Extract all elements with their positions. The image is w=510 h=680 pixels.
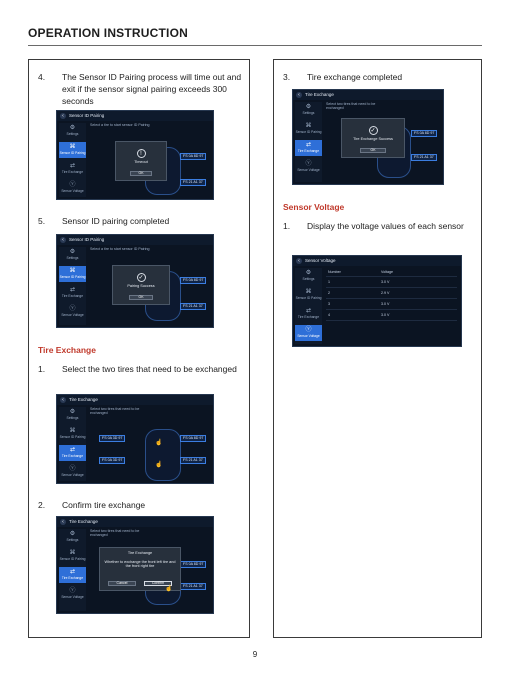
- sidebar-item-pairing[interactable]: [59, 426, 86, 442]
- screenshot-pairing-timeout: [56, 110, 214, 200]
- row-voltage: 3.0 V: [381, 302, 390, 306]
- row-number: 4: [328, 313, 330, 317]
- check-icon: ✓: [370, 128, 376, 134]
- sidebar-label: Settings: [66, 538, 79, 542]
- dialog-message: Pairing Success: [127, 284, 155, 288]
- row-number: 1: [328, 280, 330, 284]
- tap-hand-icon: ☝: [155, 462, 163, 468]
- sensor-icon: ⌘: [69, 550, 76, 556]
- row-voltage: 2.9 V: [381, 291, 390, 295]
- sidebar-item-voltage[interactable]: [295, 159, 322, 175]
- back-icon[interactable]: ‹: [296, 92, 302, 98]
- tire-exchange-step-3: [283, 71, 476, 83]
- page-title: OPERATION INSTRUCTION: [28, 26, 188, 40]
- sidebar-item-exchange[interactable]: [295, 306, 322, 322]
- exchange-icon: ⇄: [69, 287, 76, 293]
- screen-title: Sensor ID Pairing: [69, 237, 105, 242]
- sidebar-item-voltage[interactable]: [59, 586, 86, 602]
- sidebar-label: Tire Exchange: [61, 170, 84, 174]
- gear-icon: ⚙: [69, 409, 76, 415]
- step-text: Sensor ID pairing completed: [62, 216, 170, 226]
- row-number: 3: [328, 302, 330, 306]
- screen-hint: Select two tires that need to be exchanged: [90, 529, 140, 538]
- screen-sidebar: [59, 529, 86, 611]
- back-icon[interactable]: ‹: [60, 237, 66, 243]
- tire-exchange-step-1: [38, 363, 244, 375]
- sidebar-label: Tire Exchange: [61, 294, 84, 298]
- screen-sidebar: [59, 123, 86, 197]
- voltage-icon: ⓥ: [69, 306, 76, 312]
- step-5: [38, 215, 244, 227]
- screen-title: Sensor Voltage: [305, 258, 336, 263]
- screen-hint: Select a tire to start sensor ID Pairing: [90, 247, 150, 251]
- tire-tag-rear-right[interactable]: FS 21 A1 37: [180, 179, 206, 186]
- step-text: Select the two tires that need to be exchanged: [62, 364, 237, 374]
- sidebar-label: Tire Exchange: [297, 149, 320, 153]
- sidebar-label: Sensor ID Pairing: [59, 151, 86, 155]
- sidebar-item-exchange[interactable]: [59, 445, 86, 461]
- voltage-table: [326, 269, 457, 321]
- check-icon: ✓: [138, 275, 144, 281]
- step-number: 3.: [283, 72, 291, 82]
- sidebar-label: Sensor Voltage: [297, 168, 320, 172]
- sidebar-label: Sensor Voltage: [61, 313, 84, 317]
- ok-button[interactable]: OK: [129, 295, 153, 300]
- tire-tag-rear-right[interactable]: FS 21 A1 37: [180, 583, 206, 590]
- title-divider: [28, 45, 482, 46]
- dialog-message: Whether to exchange the front left tire and the front right tire: [104, 559, 176, 568]
- sidebar-item-pairing[interactable]: [295, 287, 322, 303]
- alert-icon: !: [137, 149, 146, 158]
- screen-hint: Select two tires that need to be exchanged: [90, 407, 140, 416]
- sidebar-item-settings[interactable]: [59, 407, 86, 423]
- tire-tag-rear-right[interactable]: FS 21 A1 37: [180, 457, 206, 464]
- back-icon[interactable]: ‹: [296, 258, 302, 264]
- car-outline: [145, 429, 181, 481]
- tire-tag-rear-right[interactable]: FS 21 A1 37: [180, 303, 206, 310]
- exchange-success-dialog: [341, 118, 405, 158]
- column-header-number: Number: [328, 270, 341, 274]
- sidebar-item-pairing[interactable]: [59, 142, 86, 158]
- back-icon[interactable]: ‹: [60, 113, 66, 119]
- sidebar-label: Tire Exchange: [61, 454, 84, 458]
- sidebar-item-settings[interactable]: [295, 102, 322, 118]
- table-header: [326, 269, 457, 277]
- tap-hand-icon: ☝: [165, 586, 173, 592]
- tire-tag-front-left[interactable]: FS 0A 3D 97: [99, 435, 125, 442]
- sidebar-item-pairing[interactable]: [295, 121, 322, 137]
- sidebar-item-exchange[interactable]: [59, 161, 86, 177]
- table-row: [326, 310, 457, 321]
- step-number: 1.: [283, 221, 291, 231]
- tire-tag-front-right[interactable]: FS 0A 8D 97: [180, 435, 206, 442]
- timeout-dialog: [115, 141, 167, 181]
- step-text: Tire exchange completed: [307, 72, 403, 82]
- table-row: [326, 288, 457, 299]
- screen-sidebar: [295, 102, 322, 182]
- sensor-voltage-step-1: [283, 220, 476, 232]
- sidebar-label: Settings: [66, 256, 79, 260]
- screen-title: Sensor ID Pairing: [69, 113, 105, 118]
- tire-tag-rear-left[interactable]: FS 0A 3D 97: [99, 457, 125, 464]
- tire-tag-front-right[interactable]: FS 0A 8D 97: [180, 277, 206, 284]
- sidebar-item-settings[interactable]: [295, 268, 322, 284]
- screen-hint: Select two tires that need to be exchanged: [326, 102, 376, 111]
- screen-hint: Select a tire to start sensor ID Pairing: [90, 123, 150, 127]
- screen-title: Tire Exchange: [305, 92, 334, 97]
- step-text: The Sensor ID Pairing process will time out and exit if the sensor signal pairing exceeds 300 seconds: [62, 72, 242, 106]
- sidebar-label: Sensor Voltage: [297, 334, 320, 338]
- exchange-icon: ⇄: [69, 569, 76, 575]
- sidebar-label: Tire Exchange: [297, 315, 320, 319]
- column-header-voltage: Voltage: [381, 270, 393, 274]
- gear-icon: ⚙: [69, 531, 76, 537]
- success-dialog: [112, 265, 170, 305]
- screen-title: Tire Exchange: [69, 397, 98, 402]
- dialog-message: Timeout: [134, 160, 148, 164]
- exchange-icon: ⇄: [69, 447, 76, 453]
- back-icon[interactable]: ‹: [60, 519, 66, 525]
- sensor-icon: ⌘: [69, 144, 76, 150]
- sidebar-item-pairing[interactable]: [59, 266, 86, 282]
- step-number: 4.: [38, 72, 46, 82]
- sensor-icon: ⌘: [69, 428, 76, 434]
- step-text: Confirm tire exchange: [62, 500, 146, 510]
- section-heading-sensor-voltage: Sensor Voltage: [283, 202, 345, 212]
- ok-button[interactable]: OK: [360, 148, 386, 153]
- screen-title: Tire Exchange: [69, 519, 98, 524]
- voltage-icon: ⓥ: [69, 588, 76, 594]
- sidebar-label: Sensor ID Pairing: [295, 296, 322, 300]
- sidebar-label: Tire Exchange: [61, 576, 84, 580]
- step-number: 1.: [38, 364, 46, 374]
- row-number: 2: [328, 291, 330, 295]
- cancel-button[interactable]: Cancel: [108, 581, 136, 586]
- gear-icon: ⚙: [305, 270, 312, 276]
- sensor-icon: ⌘: [69, 268, 76, 274]
- screenshot-exchange-done: [292, 89, 444, 185]
- sidebar-item-exchange[interactable]: [295, 140, 322, 156]
- sidebar-label: Sensor Voltage: [61, 473, 84, 477]
- tire-tag-front-right[interactable]: FS 0A 8D 97: [180, 561, 206, 568]
- exchange-icon: ⇄: [305, 142, 312, 148]
- sidebar-item-voltage[interactable]: [59, 304, 86, 320]
- tire-tag-front-right[interactable]: FS 0A 8D 97: [180, 153, 206, 160]
- confirm-button[interactable]: Confirm: [144, 581, 172, 586]
- voltage-icon: ⓥ: [69, 182, 76, 188]
- sidebar-label: Sensor ID Pairing: [59, 275, 86, 279]
- sidebar-label: Sensor Voltage: [61, 189, 84, 193]
- step-text: Display the voltage values of each sensor: [307, 221, 464, 231]
- voltage-icon: ⓥ: [305, 161, 312, 167]
- sidebar-item-voltage[interactable]: [59, 180, 86, 196]
- sidebar-label: Sensor Voltage: [61, 595, 84, 599]
- dialog-message: Tire Exchange Success: [353, 137, 393, 141]
- sidebar-label: Sensor ID Pairing: [295, 130, 322, 134]
- sidebar-label: Sensor ID Pairing: [59, 557, 86, 561]
- sidebar-label: Settings: [302, 277, 315, 281]
- screenshot-pairing-success: [56, 234, 214, 328]
- sidebar-item-exchange[interactable]: [59, 567, 86, 583]
- screen-sidebar: [59, 247, 86, 325]
- sidebar-item-settings[interactable]: [59, 247, 86, 263]
- tire-tag-rear-right[interactable]: FS 21 A1 37: [411, 154, 437, 161]
- sidebar-item-pairing[interactable]: [59, 548, 86, 564]
- row-voltage: 3.0 V: [381, 313, 390, 317]
- dialog-title: Tire Exchange: [127, 551, 153, 555]
- tire-exchange-step-2: [38, 499, 244, 511]
- screenshot-exchange-select: [56, 394, 214, 484]
- table-row: [326, 277, 457, 288]
- sidebar-item-settings[interactable]: [59, 123, 86, 139]
- sidebar-item-voltage[interactable]: [295, 325, 322, 341]
- gear-icon: ⚙: [69, 249, 76, 255]
- sensor-icon: ⌘: [305, 289, 312, 295]
- exchange-icon: ⇄: [305, 308, 312, 314]
- sidebar-item-voltage[interactable]: [59, 464, 86, 480]
- step-4: [38, 71, 244, 107]
- row-voltage: 3.0 V: [381, 280, 390, 284]
- sidebar-label: Settings: [66, 416, 79, 420]
- step-number: 5.: [38, 216, 46, 226]
- screenshot-exchange-confirm: [56, 516, 214, 614]
- gear-icon: ⚙: [305, 104, 312, 110]
- voltage-icon: ⓥ: [69, 466, 76, 472]
- screen-sidebar: [59, 407, 86, 481]
- sidebar-label: Sensor ID Pairing: [59, 435, 86, 439]
- back-icon[interactable]: ‹: [60, 397, 66, 403]
- step-number: 2.: [38, 500, 46, 510]
- sidebar-item-exchange[interactable]: [59, 285, 86, 301]
- voltage-icon: ⓥ: [305, 327, 312, 333]
- exchange-icon: ⇄: [69, 163, 76, 169]
- screen-sidebar: [295, 268, 322, 344]
- gear-icon: ⚙: [69, 125, 76, 131]
- sidebar-label: Settings: [302, 111, 315, 115]
- table-row: [326, 299, 457, 310]
- ok-button[interactable]: OK: [130, 171, 152, 176]
- sidebar-label: Settings: [66, 132, 79, 136]
- page-number: 9: [252, 650, 258, 659]
- section-heading-tire-exchange: Tire Exchange: [38, 345, 96, 355]
- tap-hand-icon: ☝: [155, 440, 163, 446]
- sidebar-item-settings[interactable]: [59, 529, 86, 545]
- sensor-icon: ⌘: [305, 123, 312, 129]
- screenshot-sensor-voltage: [292, 255, 462, 347]
- tire-tag-front-right[interactable]: FS 0A 8D 97: [411, 130, 437, 137]
